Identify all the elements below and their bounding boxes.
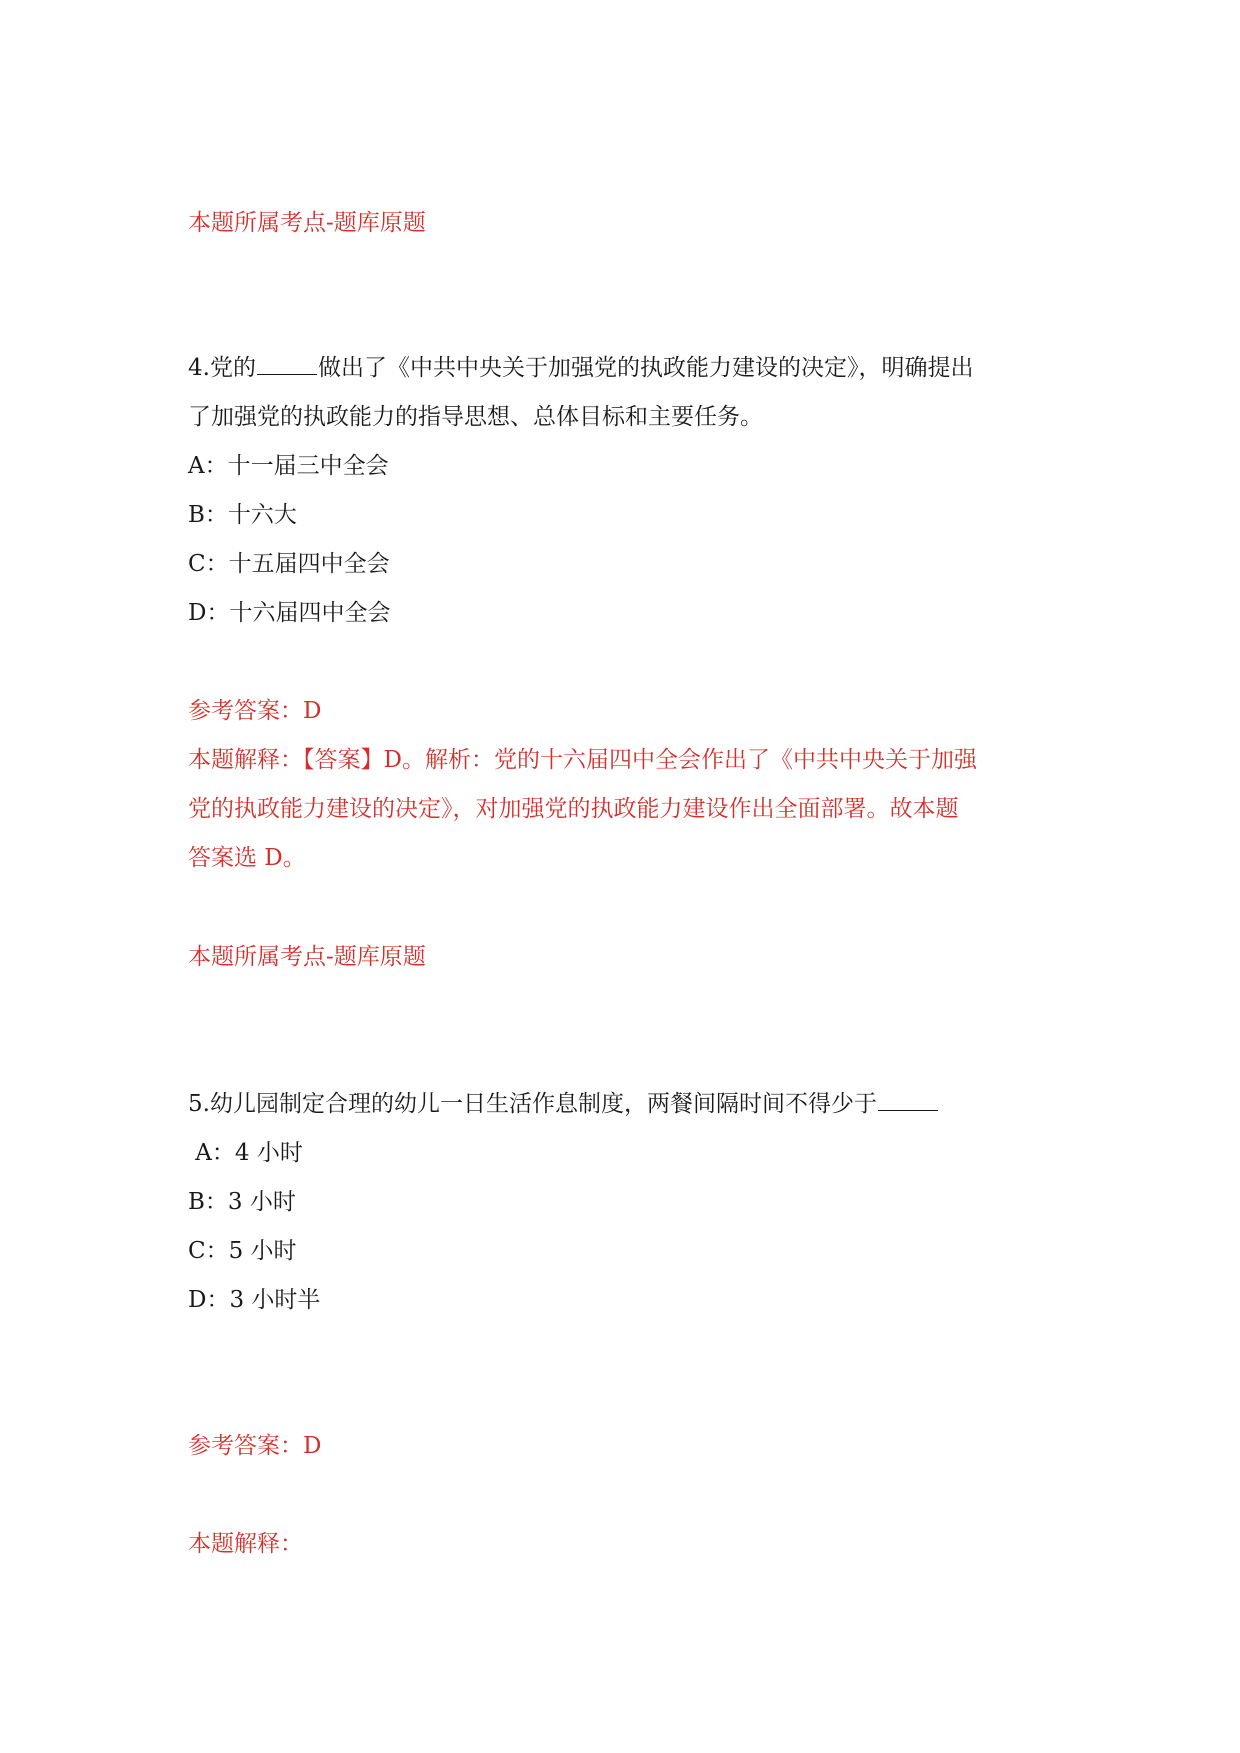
question-5-option-b: B：3 小时 bbox=[188, 1189, 296, 1215]
question-5-option-d: D：3 小时半 bbox=[188, 1287, 321, 1313]
question-5-stem: 5.幼儿园制定合理的幼儿一日生活作息制度，两餐间隔时间不得少于 bbox=[188, 1091, 877, 1117]
question-4-line-2: 了加强党的执政能力的指导思想、总体目标和主要任务。 bbox=[188, 404, 763, 430]
question-4-option-b: B：十六大 bbox=[188, 502, 297, 528]
answer-blank bbox=[878, 1090, 938, 1111]
question-4-explanation-line-1: 本题解释：【答案】D。解析：党的十六届四中全会作出了《中共中央关于加强 bbox=[188, 747, 977, 773]
question-4-option-d: D：十六届四中全会 bbox=[188, 600, 391, 626]
question-4-line-1 bbox=[188, 353, 973, 383]
question-4-prefix: 4.党的 bbox=[188, 355, 256, 381]
question-4-answer: 参考答案：D bbox=[188, 698, 322, 724]
question-5-option-a: A：4 小时 bbox=[188, 1140, 303, 1166]
answer-blank bbox=[257, 354, 317, 375]
question-5-explanation-label: 本题解释： bbox=[188, 1531, 303, 1557]
question-4-explanation-line-3: 答案选 D。 bbox=[188, 845, 306, 871]
question-4-option-a: A：十一届三中全会 bbox=[188, 453, 389, 479]
question-5-option-c: C：5 小时 bbox=[188, 1238, 297, 1264]
question-4-suffix: 做出了《中共中央关于加强党的执政能力建设的决定》，明确提出 bbox=[317, 355, 974, 381]
topic-label: 本题所属考点-题库原题 bbox=[188, 210, 426, 236]
question-4-explanation-line-2: 党的执政能力建设的决定》，对加强党的执政能力建设作出全面部署。故本题 bbox=[188, 796, 959, 822]
question-5-text bbox=[188, 1089, 939, 1119]
question-4-option-c: C：十五届四中全会 bbox=[188, 551, 390, 577]
question-4-topic: 本题所属考点-题库原题 bbox=[188, 944, 426, 970]
question-5-answer: 参考答案：D bbox=[188, 1433, 322, 1459]
